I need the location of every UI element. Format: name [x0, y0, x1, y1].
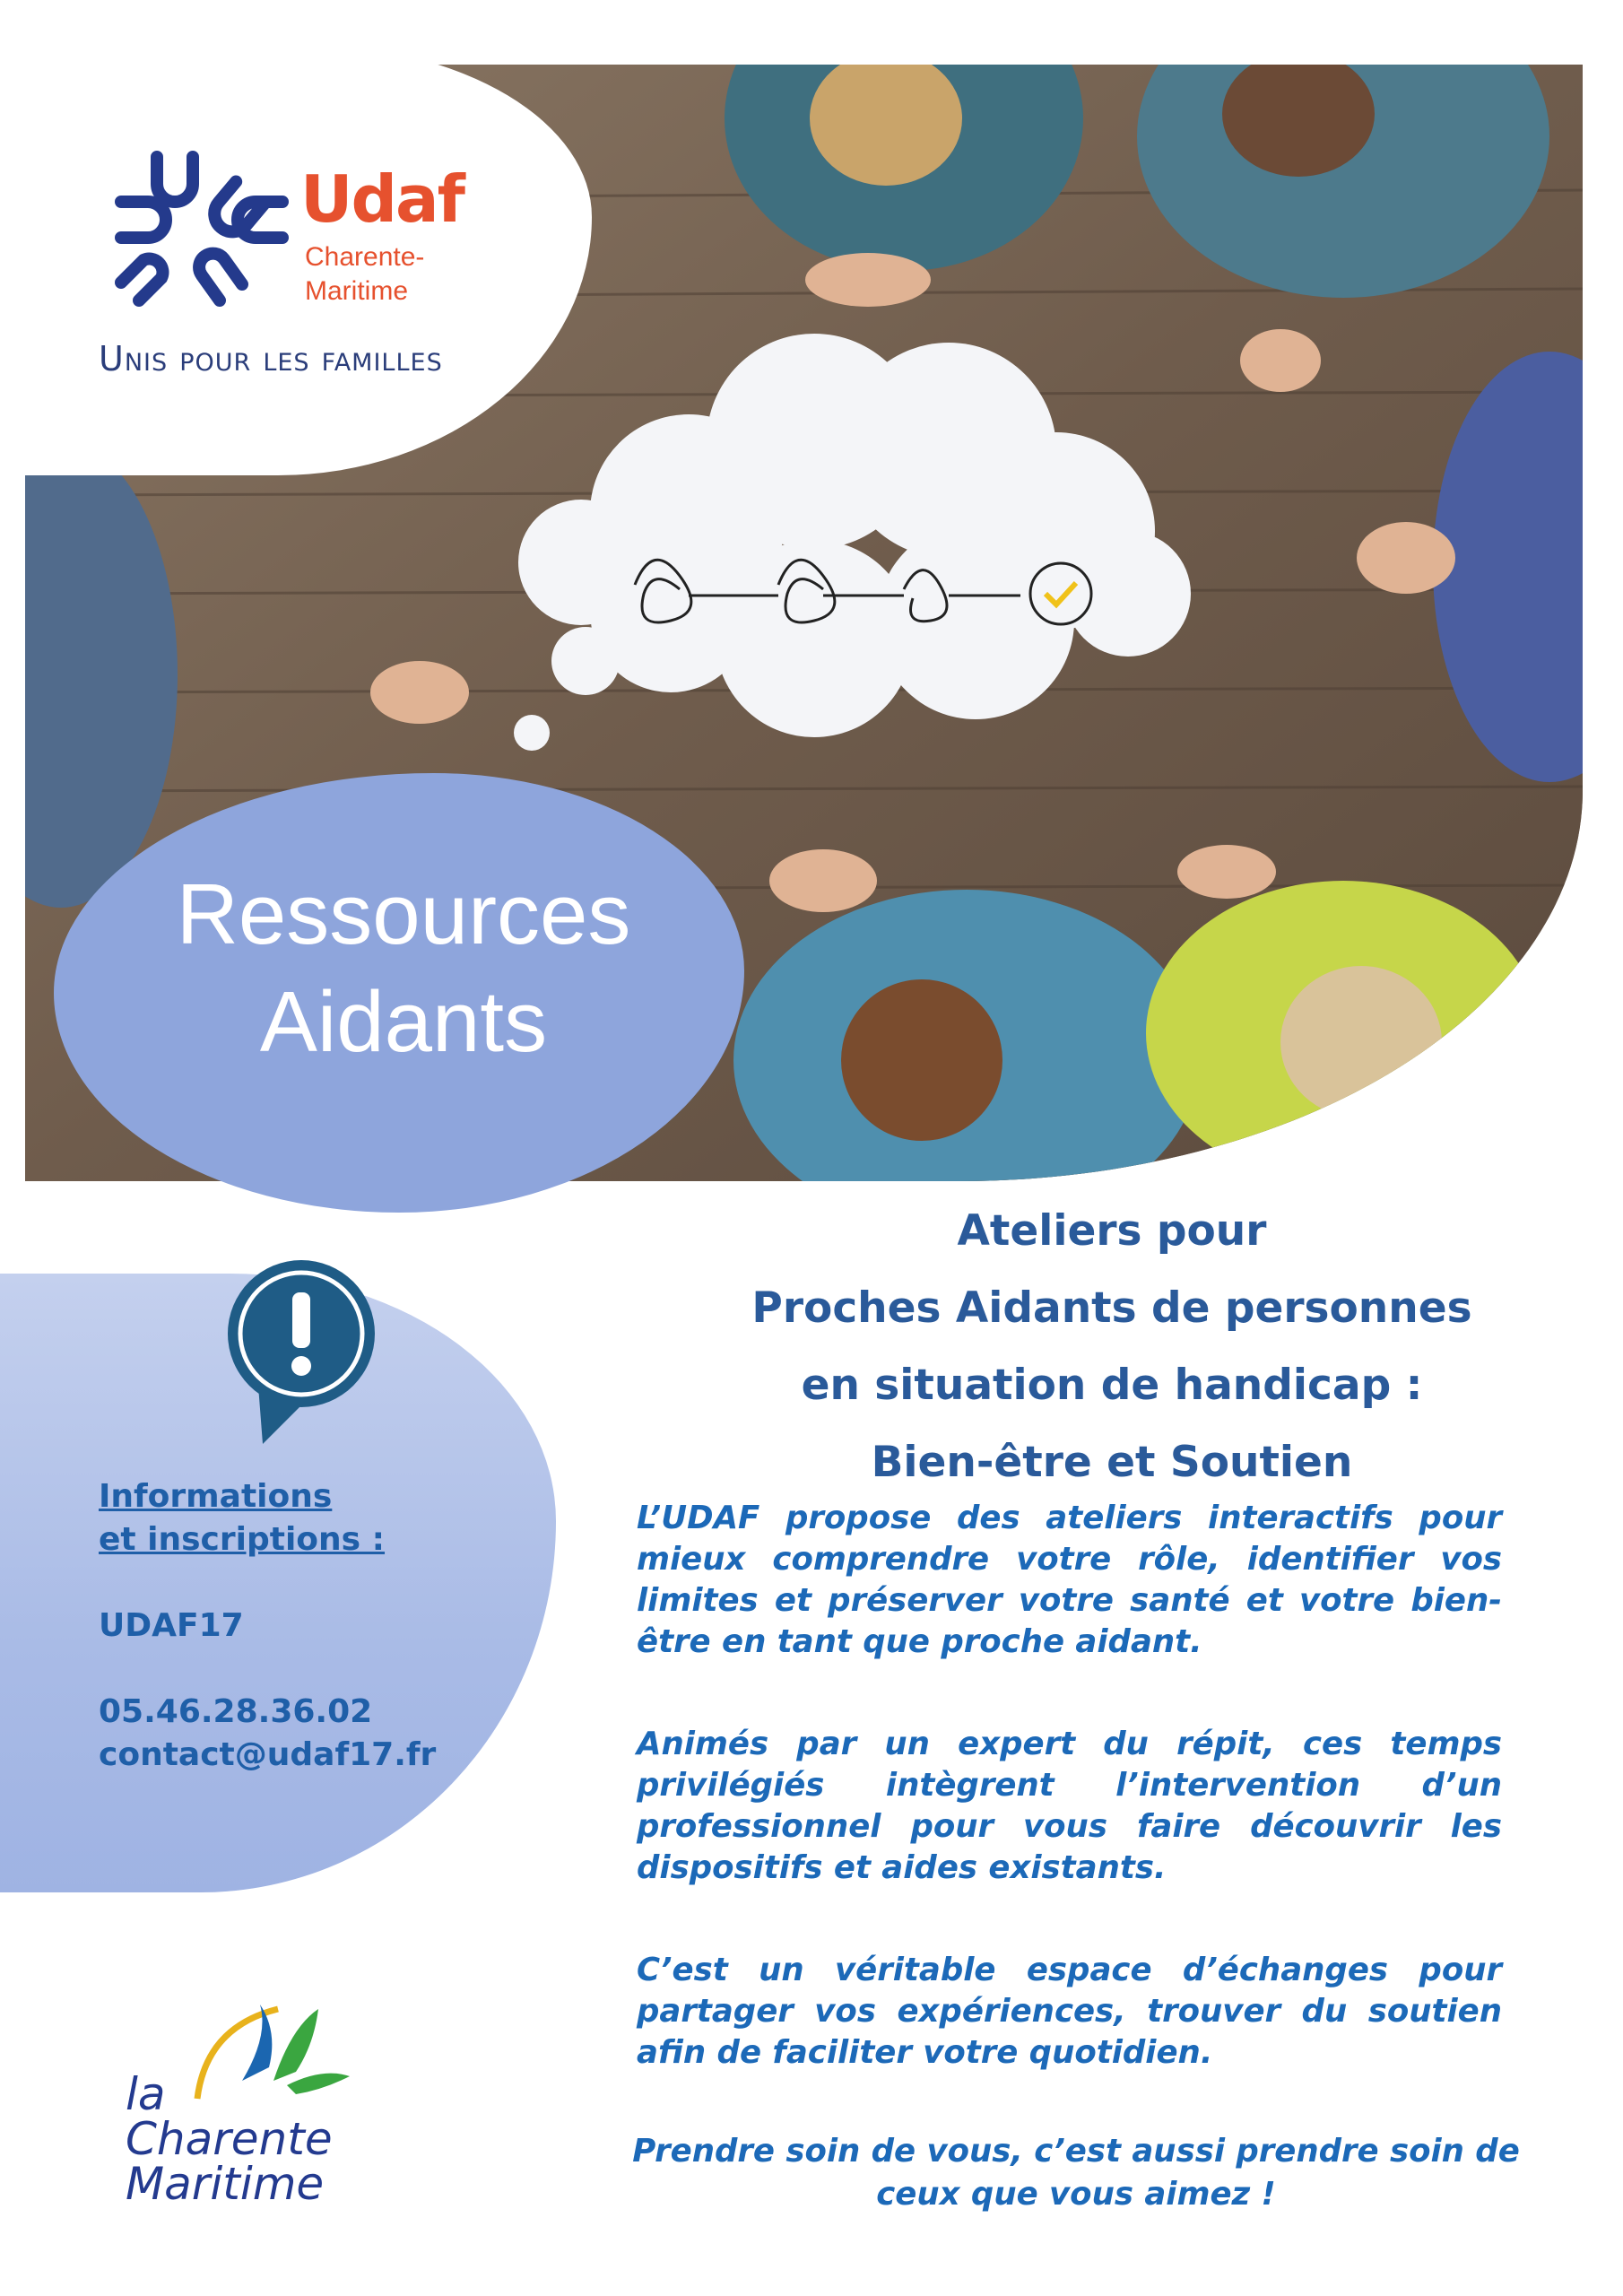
udaf-brand-name: Udaf — [300, 161, 464, 237]
title-line-2: Aidants — [259, 974, 548, 1070]
udaf-region — [305, 240, 466, 309]
headline-line-2: Proches Aidants de personnes — [751, 1283, 1472, 1333]
udaf-tagline: Unis pour les familles — [99, 339, 443, 378]
exclamation-bubble-icon — [222, 1260, 380, 1448]
cm-line-1: la — [126, 2068, 166, 2120]
charente-maritime-logo-text — [126, 2068, 333, 2210]
paragraph-2: Animés par un expert du répit, ces temps privilégiés intègrent l’intervention d’un professionnel pour vous faire découvrir les dispositifs et aides existants. — [637, 1726, 1502, 1886]
cm-line-2: Charente — [126, 2113, 333, 2165]
info-label-line-1: Informations — [99, 1478, 333, 1515]
page-title — [99, 861, 708, 1076]
info-phone: 05.46.28.36.02 — [99, 1693, 373, 1730]
udaf-region-text: Charente-Maritime — [305, 242, 425, 306]
headline-line-1: Ateliers pour — [957, 1206, 1267, 1256]
headline-line-4: Bien-être et Soutien — [871, 1438, 1353, 1487]
paragraph-3: C’est un véritable espace d’échanges pour partager vos expériences, trouver du soutien afin de faciliter votre quotidien. — [637, 1952, 1502, 2071]
info-label-line-2: et inscriptions : — [99, 1521, 386, 1558]
cm-line-3: Maritime — [126, 2158, 325, 2210]
info-email[interactable]: contact@udaf17.fr — [99, 1736, 437, 1773]
title-line-1: Ressources — [176, 866, 631, 962]
info-org: UDAF17 — [99, 1607, 244, 1644]
paragraph-1: L’UDAF propose des ateliers interactifs pour mieux comprendre votre rôle, identifier vos limites et préserver votre santé et votre bien-être en tant que proche aidant. — [637, 1500, 1502, 1660]
headline-line-3: en situation de handicap : — [801, 1361, 1423, 1410]
udaf-logo-icon — [103, 130, 291, 318]
closing-line-1: Prendre soin de vous, c’est aussi prendre soin de — [632, 2133, 1520, 2170]
closing-message — [628, 2130, 1524, 2216]
closing-line-2: ceux que vous aimez ! — [876, 2176, 1276, 2213]
info-contact — [99, 1475, 436, 1777]
headline — [646, 1193, 1578, 1501]
